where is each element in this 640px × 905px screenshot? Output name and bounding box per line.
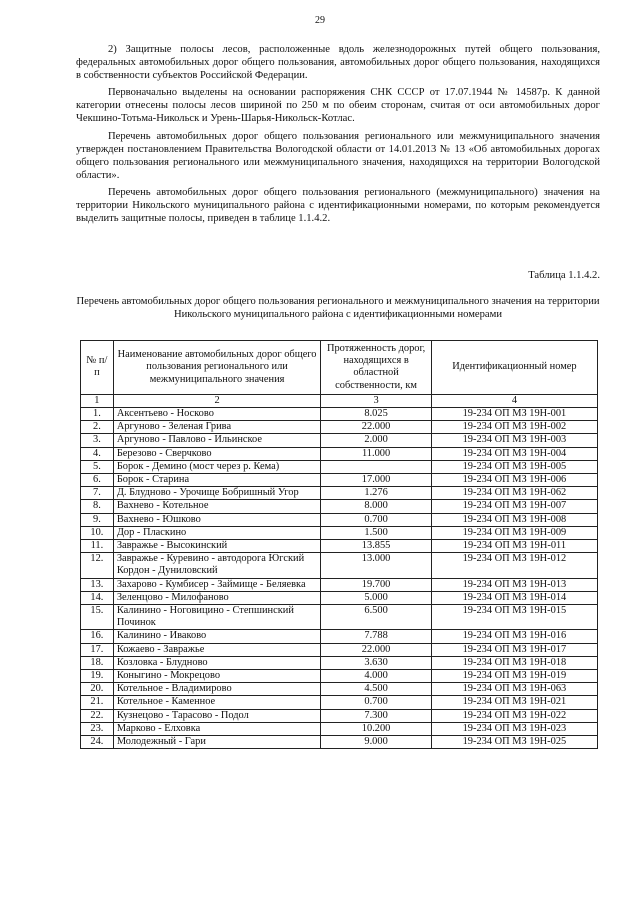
road-length-cell: 8.000 [321, 500, 432, 513]
road-length-cell: 2.000 [321, 434, 432, 447]
road-id-cell: 19-234 ОП МЗ 19Н-008 [431, 513, 597, 526]
road-id-cell: 19-234 ОП МЗ 19Н-063 [431, 683, 597, 696]
road-length-cell: 4.000 [321, 670, 432, 683]
row-number-cell: 15. [81, 605, 114, 630]
table-row [81, 540, 598, 553]
page-number: 29 [315, 15, 325, 26]
index-cell: 3 [321, 394, 432, 407]
table-row [81, 683, 598, 696]
table-row [81, 670, 598, 683]
road-name-cell: Д. Блудново - Урочище Бобришный Угор [113, 487, 321, 500]
table-row [81, 696, 598, 709]
header-name: Наименование автомобильных дорог общего пользования регионального или межмуниципального значения [113, 341, 321, 395]
road-name-cell: Завражье - Куревино - автодорога Югский Кордон - Дуниловский [113, 553, 321, 578]
row-number-cell: 8. [81, 500, 114, 513]
road-length-cell: 3.630 [321, 656, 432, 669]
row-number-cell: 10. [81, 526, 114, 539]
table-row [81, 460, 598, 473]
road-id-cell: 19-234 ОП МЗ 19Н-003 [431, 434, 597, 447]
row-number-cell: 13. [81, 578, 114, 591]
table-row [81, 513, 598, 526]
road-id-cell: 19-234 ОП МЗ 19Н-019 [431, 670, 597, 683]
row-number-cell: 7. [81, 487, 114, 500]
road-name-cell: Кузнецово - Тарасово - Подол [113, 709, 321, 722]
road-id-cell: 19-234 ОП МЗ 19Н-001 [431, 408, 597, 421]
road-id-cell: 19-234 ОП МЗ 19Н-007 [431, 500, 597, 513]
road-name-cell: Молодежный - Гари [113, 736, 321, 749]
row-number-cell: 1. [81, 408, 114, 421]
paragraph-4: Перечень автомобильных дорог общего пользования регионального (межмуниципального) значения на территории Никольского муниципального района с идентификационными номерами, по которым рекомендуется выделить защитные полосы, приведен в таблице 1.1.4.2. [76, 186, 600, 225]
table-number: Таблица 1.1.4.2. [528, 270, 600, 281]
row-number-cell: 2. [81, 421, 114, 434]
road-name-cell: Аргуново - Зеленая Грива [113, 421, 321, 434]
road-length-cell: 0.700 [321, 696, 432, 709]
header-length: Протяженность дорог, находящихся в областной собственности, км [321, 341, 432, 395]
table-row [81, 553, 598, 578]
road-id-cell: 19-234 ОП МЗ 19Н-002 [431, 421, 597, 434]
table-row [81, 591, 598, 604]
table-row [81, 421, 598, 434]
road-name-cell: Дор - Пласкино [113, 526, 321, 539]
row-number-cell: 18. [81, 656, 114, 669]
road-name-cell: Козловка - Блудново [113, 656, 321, 669]
road-length-cell: 7.300 [321, 709, 432, 722]
row-number-cell: 5. [81, 460, 114, 473]
road-length-cell: 4.500 [321, 683, 432, 696]
road-id-cell: 19-234 ОП МЗ 19Н-062 [431, 487, 597, 500]
table-row [81, 736, 598, 749]
road-length-cell: 8.025 [321, 408, 432, 421]
row-number-cell: 17. [81, 643, 114, 656]
table-row [81, 578, 598, 591]
row-number-cell: 23. [81, 722, 114, 735]
road-name-cell: Вахнево - Котельное [113, 500, 321, 513]
table-caption: Перечень автомобильных дорог общего пользования регионального и межмуниципального значения на территории Никольского муниципального района с идентификационными номерами [76, 296, 600, 320]
header-id: Идентификационный номер [431, 341, 597, 395]
table-row [81, 630, 598, 643]
road-length-cell: 19.700 [321, 578, 432, 591]
road-id-cell: 19-234 ОП МЗ 19Н-016 [431, 630, 597, 643]
road-id-cell: 19-234 ОП МЗ 19Н-006 [431, 474, 597, 487]
road-id-cell: 19-234 ОП МЗ 19Н-004 [431, 447, 597, 460]
road-id-cell: 19-234 ОП МЗ 19Н-015 [431, 605, 597, 630]
table-row [81, 487, 598, 500]
road-name-cell: Завражье - Высокинский [113, 540, 321, 553]
road-name-cell: Калинино - Иваково [113, 630, 321, 643]
table-header-row [81, 341, 598, 395]
roads-table [80, 340, 598, 749]
road-length-cell: 22.000 [321, 421, 432, 434]
road-length-cell: 13.855 [321, 540, 432, 553]
paragraph-3: Перечень автомобильных дорог общего пользования регионального или межмуниципального значения утвержден постановлением Правительства Вологодской области от 14.01.2013 № 13 «Об автомобильных дорогах общего пользования регионального или межмуниципального значения, находящихся на территории Вологодской области». [76, 130, 600, 181]
road-name-cell: Марково - Елховка [113, 722, 321, 735]
road-name-cell: Зеленцово - Милофаново [113, 591, 321, 604]
road-name-cell: Борок - Старина [113, 474, 321, 487]
row-number-cell: 4. [81, 447, 114, 460]
road-name-cell: Борок - Демино (мост через р. Кема) [113, 460, 321, 473]
road-id-cell: 19-234 ОП МЗ 19Н-017 [431, 643, 597, 656]
row-number-cell: 6. [81, 474, 114, 487]
row-number-cell: 3. [81, 434, 114, 447]
road-id-cell: 19-234 ОП МЗ 19Н-005 [431, 460, 597, 473]
row-number-cell: 14. [81, 591, 114, 604]
header-num: № п/п [81, 341, 114, 395]
table-row [81, 474, 598, 487]
road-id-cell: 19-234 ОП МЗ 19Н-014 [431, 591, 597, 604]
road-length-cell: 10.200 [321, 722, 432, 735]
road-id-cell: 19-234 ОП МЗ 19Н-022 [431, 709, 597, 722]
body-text [76, 43, 600, 229]
row-number-cell: 16. [81, 630, 114, 643]
road-length-cell: 1.276 [321, 487, 432, 500]
road-length-cell: 5.000 [321, 591, 432, 604]
road-length-cell: 13.000 [321, 553, 432, 578]
road-length-cell: 9.000 [321, 736, 432, 749]
row-number-cell: 19. [81, 670, 114, 683]
table-row [81, 722, 598, 735]
row-number-cell: 21. [81, 696, 114, 709]
road-length-cell: 0.700 [321, 513, 432, 526]
paragraph-1: 2) Защитные полосы лесов, расположенные вдоль железнодорожных путей общего пользования, федеральных автомобильных дорог общего пользования, автомобильных дорог общего пользования, находящихся в собственности субъектов Российской Федерации. [76, 44, 600, 82]
table-body [81, 394, 598, 748]
row-number-cell: 20. [81, 683, 114, 696]
table-index-row [81, 394, 598, 407]
row-number-cell: 12. [81, 553, 114, 578]
road-name-cell: Котельное - Владимирово [113, 683, 321, 696]
road-id-cell: 19-234 ОП МЗ 19Н-011 [431, 540, 597, 553]
road-length-cell: 7.788 [321, 630, 432, 643]
road-id-cell: 19-234 ОП МЗ 19Н-013 [431, 578, 597, 591]
row-number-cell: 9. [81, 513, 114, 526]
road-name-cell: Калинино - Ноговицино - Степшинский Починок [113, 605, 321, 630]
road-length-cell: 6.500 [321, 605, 432, 630]
road-name-cell: Коныгино - Мокрецово [113, 670, 321, 683]
table-row [81, 447, 598, 460]
road-length-cell: 22.000 [321, 643, 432, 656]
table-row [81, 643, 598, 656]
row-number-cell: 11. [81, 540, 114, 553]
index-cell: 4 [431, 394, 597, 407]
road-length-cell: 11.000 [321, 447, 432, 460]
road-name-cell: Котельное - Каменное [113, 696, 321, 709]
road-length-cell [321, 460, 432, 473]
table-row [81, 709, 598, 722]
road-id-cell: 19-234 ОП МЗ 19Н-018 [431, 656, 597, 669]
index-cell: 1 [81, 394, 114, 407]
road-length-cell: 17.000 [321, 474, 432, 487]
table-row [81, 500, 598, 513]
paragraph-2: Первоначально выделены на основании распоряжения СНК СССР от 17.07.1944 № 14587р. К данной категории отнесены полосы лесов шириной по 250 м по обеим сторонам, считая от оси автомобильных дорог Чекшино-Тотьма-Никольск и Урень-Шарья-Никольск-Котлас. [76, 87, 600, 125]
road-id-cell: 19-234 ОП МЗ 19Н-021 [431, 696, 597, 709]
road-id-cell: 19-234 ОП МЗ 19Н-012 [431, 553, 597, 578]
road-id-cell: 19-234 ОП МЗ 19Н-025 [431, 736, 597, 749]
table-row [81, 408, 598, 421]
road-length-cell: 1.500 [321, 526, 432, 539]
road-name-cell: Аксентьево - Носково [113, 408, 321, 421]
index-cell: 2 [113, 394, 321, 407]
road-name-cell: Аргуново - Павлово - Ильинское [113, 434, 321, 447]
row-number-cell: 22. [81, 709, 114, 722]
road-name-cell: Березово - Сверчково [113, 447, 321, 460]
road-name-cell: Вахнево - Юшково [113, 513, 321, 526]
table-row [81, 605, 598, 630]
table-row [81, 434, 598, 447]
table-row [81, 526, 598, 539]
road-name-cell: Кожаево - Завражье [113, 643, 321, 656]
table-row [81, 656, 598, 669]
road-name-cell: Захарово - Кумбисер - Займище - Беляевка [113, 578, 321, 591]
road-id-cell: 19-234 ОП МЗ 19Н-009 [431, 526, 597, 539]
road-id-cell: 19-234 ОП МЗ 19Н-023 [431, 722, 597, 735]
row-number-cell: 24. [81, 736, 114, 749]
